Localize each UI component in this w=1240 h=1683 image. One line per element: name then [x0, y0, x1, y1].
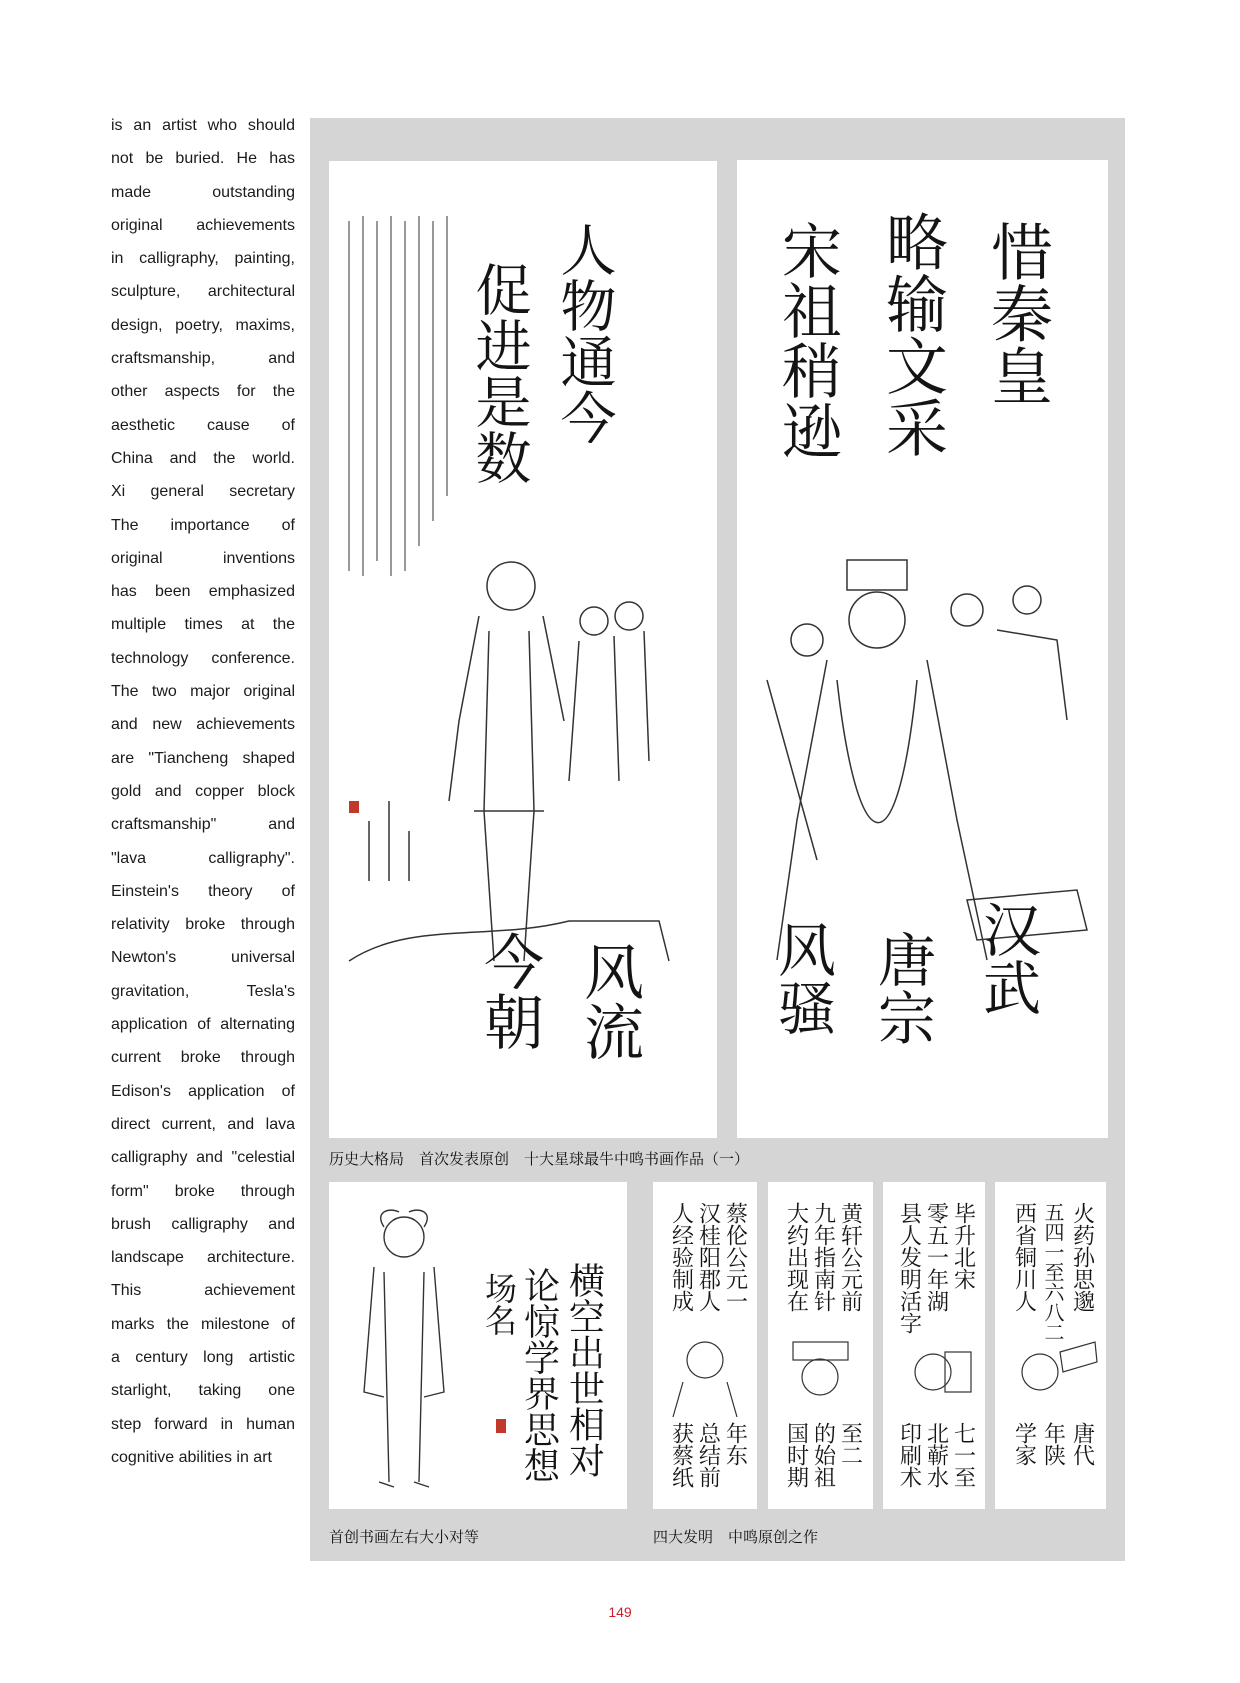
body-text-line: and new achievements: [111, 716, 295, 734]
invention-4-bottom-2: 年陕: [1040, 1422, 1066, 1466]
invention-2-line-1: 黄轩公元前: [837, 1202, 863, 1312]
body-text-line: Edison's application of: [111, 1082, 295, 1100]
body-text-line: relativity broke through: [111, 916, 295, 934]
invention-3-line-2: 零五一年湖: [923, 1202, 949, 1312]
invention-card-2: [768, 1182, 873, 1509]
invention-2-line-2: 九年指南针: [810, 1202, 836, 1312]
body-text-line: landscape architecture.: [111, 1249, 295, 1267]
scroll-left-line-3: 风流: [574, 941, 644, 1061]
body-text-line: brush calligraphy and: [111, 1215, 295, 1233]
invention-2-bottom-3: 国时期: [783, 1422, 809, 1488]
body-text-line: The two major original: [111, 683, 295, 701]
einstein-sketch: [364, 1210, 444, 1487]
invention-card-4: [995, 1182, 1106, 1509]
body-text-line: starlight, taking one: [111, 1382, 295, 1400]
portrait-sketch: [915, 1352, 971, 1392]
scroll-right-line-6: 风骚: [768, 920, 836, 1036]
seal-stamp: [349, 801, 359, 813]
body-text-line: original inventions: [111, 549, 295, 567]
invention-1-line-3: 人经验制成: [668, 1202, 694, 1312]
body-text-line: marks the milestone of: [111, 1315, 295, 1333]
body-text-line: craftsmanship" and: [111, 816, 295, 834]
invention-4-line-1: 火药孙思邈: [1069, 1202, 1095, 1312]
invention-3-line-3: 县人发明活字: [896, 1202, 922, 1334]
invention-2-bottom-1: 至二: [837, 1422, 863, 1466]
body-text-line: original achievements: [111, 216, 295, 234]
body-text-line: Einstein's theory of: [111, 882, 295, 900]
body-text-line: are "Tiancheng shaped: [111, 749, 295, 767]
scroll-left-line-2: 促进是数: [466, 261, 532, 485]
body-text-line: step forward in human: [111, 1415, 295, 1433]
caption-bottom-left: 首创书画左右大小对等: [329, 1528, 480, 1546]
invention-3-bottom-3: 印刷术: [896, 1422, 922, 1488]
invention-1-line-1: 蔡伦公元一: [722, 1202, 748, 1312]
couplet-artwork: [329, 1182, 627, 1509]
invention-2-bottom-2: 的始祖: [810, 1422, 836, 1488]
body-text-line: direct current, and lava: [111, 1115, 295, 1133]
invention-1-bottom-2: 总结前: [695, 1422, 721, 1488]
body-text-line: The importance of: [111, 516, 295, 534]
body-text-line: multiple times at the: [111, 616, 295, 634]
body-text-line: current broke through: [111, 1049, 295, 1067]
body-text-line: Newton's universal: [111, 949, 295, 967]
scroll-left-line-1: 人物通今: [551, 221, 617, 445]
portrait-sketch: [673, 1342, 737, 1417]
caption-bottom-right: 四大发明 中鸣原创之作: [653, 1528, 819, 1546]
invention-3-bottom-2: 北蕲水: [923, 1422, 949, 1488]
scroll-right-line-3: 宋祖稍逊: [772, 220, 842, 460]
body-text-line: has been emphasized: [111, 583, 295, 601]
invention-3-line-1: 毕升北宋: [950, 1202, 976, 1290]
scroll-right-line-1: 惜秦皇: [980, 220, 1054, 406]
couplet-line-3: 场名: [480, 1272, 518, 1336]
body-text-line: aesthetic cause of: [111, 416, 295, 434]
invention-4-bottom-1: 唐代: [1069, 1422, 1095, 1466]
couplet-line-2: 论惊学界思想: [518, 1267, 560, 1483]
body-text-line: "lava calligraphy".: [111, 849, 295, 867]
caption-top: 历史大格局 首次发表原创 十大星球最牛中鸣书画作品（一）: [329, 1150, 750, 1168]
body-text-line: Xi general secretary: [111, 483, 295, 501]
body-text-line: design, poetry, maxims,: [111, 316, 295, 334]
body-text-line: not be buried. He has: [111, 150, 295, 168]
body-text-line: cognitive abilities in art: [111, 1448, 272, 1466]
scroll-left-drawing: [329, 161, 717, 1138]
small-script-block: [349, 216, 447, 576]
page-number: 149: [608, 1604, 632, 1620]
body-text-line: calligraphy and "celestial: [111, 1149, 295, 1167]
scroll-right-line-5: 唐宗: [868, 930, 936, 1046]
invention-3-bottom-1: 七一至: [950, 1422, 976, 1488]
invention-card-3: [883, 1182, 985, 1509]
body-text-line: form" broke through: [111, 1182, 295, 1200]
invention-1-line-2: 汉桂阳郡人: [695, 1202, 721, 1312]
invention-4-line-3: 西省铜川人: [1011, 1202, 1037, 1312]
invention-1-bottom-1: 年东: [722, 1422, 748, 1466]
body-text-line: a century long artistic: [111, 1348, 295, 1366]
body-text-line: made outstanding: [111, 183, 295, 201]
portrait-sketch: [1022, 1342, 1097, 1390]
couplet-line-1: 横空出世相对: [563, 1262, 605, 1478]
figure-sketch: [349, 562, 669, 961]
seal-stamp: [496, 1419, 506, 1433]
scroll-right-line-2: 略输文采: [875, 210, 949, 458]
body-text-line: gravitation, Tesla's: [111, 982, 295, 1000]
body-text-line: in calligraphy, painting,: [111, 250, 295, 268]
invention-4-line-2: 五四一至六八二: [1041, 1202, 1065, 1342]
invention-2-line-3: 大约出现在: [783, 1202, 809, 1312]
invention-1-bottom-3: 获蔡纸: [668, 1422, 694, 1488]
scroll-left-artwork: [329, 161, 717, 1138]
body-text-line: is an artist who should: [111, 117, 295, 134]
body-text-line: China and the world.: [111, 449, 295, 467]
scroll-right-artwork: [737, 160, 1108, 1138]
invention-4-bottom-3: 学家: [1011, 1422, 1037, 1466]
body-text-line: other aspects for the: [111, 383, 295, 401]
scroll-right-line-4: 汉武: [973, 900, 1041, 1016]
portrait-sketch: [793, 1342, 848, 1395]
body-text-line: This achievement: [111, 1282, 295, 1300]
body-text-line: gold and copper block: [111, 782, 295, 800]
body-text-line: sculpture, architectural: [111, 283, 295, 301]
body-text-line: craftsmanship, and: [111, 350, 295, 368]
scroll-right-drawing: [737, 160, 1108, 1138]
body-text-column: [111, 109, 295, 1474]
couplet-drawing: [329, 1182, 627, 1509]
scroll-left-line-4: 今朝: [474, 931, 544, 1051]
body-text-line: application of alternating: [111, 1016, 295, 1034]
body-text-line: technology conference.: [111, 649, 295, 667]
invention-card-1: [653, 1182, 757, 1509]
